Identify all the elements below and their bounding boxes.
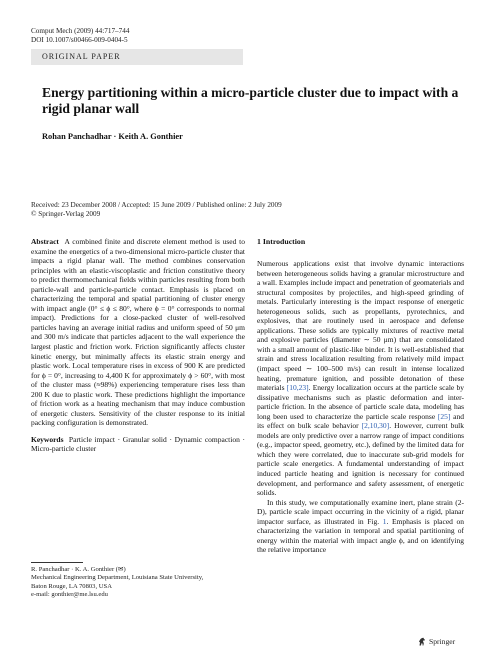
abstract-label: Abstract [31, 237, 59, 246]
left-column [31, 237, 245, 454]
section-label: ORIGINAL PAPER [42, 52, 121, 61]
keywords-label: Keywords [31, 434, 64, 444]
intro-paragraph-2: In this study, we computationally examine inert, plane strain (2-D), particle scale impact occurring in the vicinity of a rigid, planar impactor surface, as illustrated in Fig. 1. Emphasis is placed on characterizing the variation in temporal and spatial partitioning of energy within the material with impact angle ϕ, and on identifying the relative importance [257, 497, 464, 555]
doi: DOI 10.1007/s00466-009-0404-5 [31, 36, 128, 45]
footnote-department: Mechanical Engineering Department, Louisiana State University, [31, 574, 204, 582]
footnote-divider [31, 562, 83, 563]
publisher-name: Springer [429, 637, 456, 646]
springer-horse-icon [418, 637, 426, 646]
article-title: Energy partitioning within a micro-particle cluster due to impact with a rigid planar wall [42, 85, 459, 116]
publication-dates [31, 201, 282, 219]
abstract-text: A combined finite and discrete element method is used to examine the energetics of a two-dimensional micro-particle cluster that impacts a rigid planar wall. The method combines conservation principles with an elastic-viscoplastic and friction constitutive theory to predict thermomechanical fields within particles resulting from both particle-wall and particle-particle contact. Emphasis is placed on characterizing the temporal and spatial partitioning of cluster energy with impact angle (0° ≤ ϕ ≤ 80°, where ϕ = 0° corresponds to normal impact). Predictions for a close-packed cluster of well-resolved particles having an average initial radius and uniform speed of 50 μm and 300 m/s indicate that particles adjacent to the wall experience the largest plastic and friction work. Friction significantly affects cluster kinetic energy, but minimally affects its elastic strain energy and plastic work. Local temperature rises in excess of 900 K are predicted for ϕ = 0°, increasing to 4,400 K for approximately ϕ > 60°, with most of the cluster mass (≈98%) experiencing temperature rises less than 200 K due to plastic work. These predictions highlight the importance of friction work as a heating mechanism that may induce combustion of energetic clusters. Sensitivity of the cluster response to its initial packing configuration is demonstrated. [31, 237, 246, 428]
author-affiliation-footnote [31, 566, 203, 600]
footnote-email: e-mail: gonthier@me.lsu.edu [31, 591, 108, 599]
intro-paragraph-1: Numerous applications exist that involve dynamic interactions between heterogeneous solids having a granular microstructure and a wall. Examples include impact and penetration of geomaterials and structural composites by projectiles, and high-speed grinding of metals. Particularly interesting is the impact response of energetic heterogeneous solids, such as propellants, pyrotechnics, and explosives, that are routinely used in aerospace and defense applications. These solids are typically mixtures of reactive metal and explosive particles (diameter ∼ 50 μm) that are consolidated with a small amount of plastic-like binder. It is well-established that strain and stress localization resulting from relatively mild impact (impact speed ∼ 100–500 m/s) can result in intense localized heating, premature ignition, and possible detonation of these materials [10,23]. Energy localization occurs at the particle scale by dissipative mechanisms such as plastic deformation and inter-particle friction. In the absence of particle scale data, modeling has long been used to characterize the particle scale response [25] and its effect on bulk scale behavior [2,10,30]. However, current bulk models are only predictive over a narrow range of impact conditions (e.g., impactor speed, geometry, etc.), defined by the limited data for which they were correlated, due to inaccurate sub-grid models for particle scale energetics. A fundamental understanding of impact induced particle heating and ignition is necessary for continued development, and performance and safety assessment, of energetic solids. [257, 259, 465, 498]
keywords-text: Particle impact · Granular solid · Dynamic compaction · Micro-particle cluster [31, 434, 246, 454]
received-line: Received: 23 December 2008 / Accepted: 15 June 2009 / Published online: 2 July 2009 [31, 201, 282, 209]
citation-link[interactable]: [10,23] [286, 383, 309, 393]
journal-header [31, 27, 129, 45]
introduction-heading: 1 Introduction [257, 237, 306, 246]
footnote-address: Baton Rouge, LA 70803, USA [31, 582, 112, 590]
authors: Rohan Panchadhar · Keith A. Gonthier [42, 132, 183, 141]
keywords [31, 435, 245, 454]
citation-link[interactable]: [2,10,30] [361, 421, 390, 431]
right-column [257, 237, 464, 555]
abstract [31, 237, 245, 428]
copyright-line: © Springer-Verlag 2009 [31, 210, 101, 219]
journal-citation: Comput Mech (2009) 44:717–744 [31, 27, 130, 35]
figure-link[interactable]: 1 [382, 516, 387, 526]
introduction-body [257, 259, 464, 555]
footnote-authors: R. Panchadhar · K. A. Gonthier (✉) [31, 566, 126, 573]
citation-link[interactable]: [25] [437, 411, 451, 421]
publisher-mark [418, 637, 455, 646]
